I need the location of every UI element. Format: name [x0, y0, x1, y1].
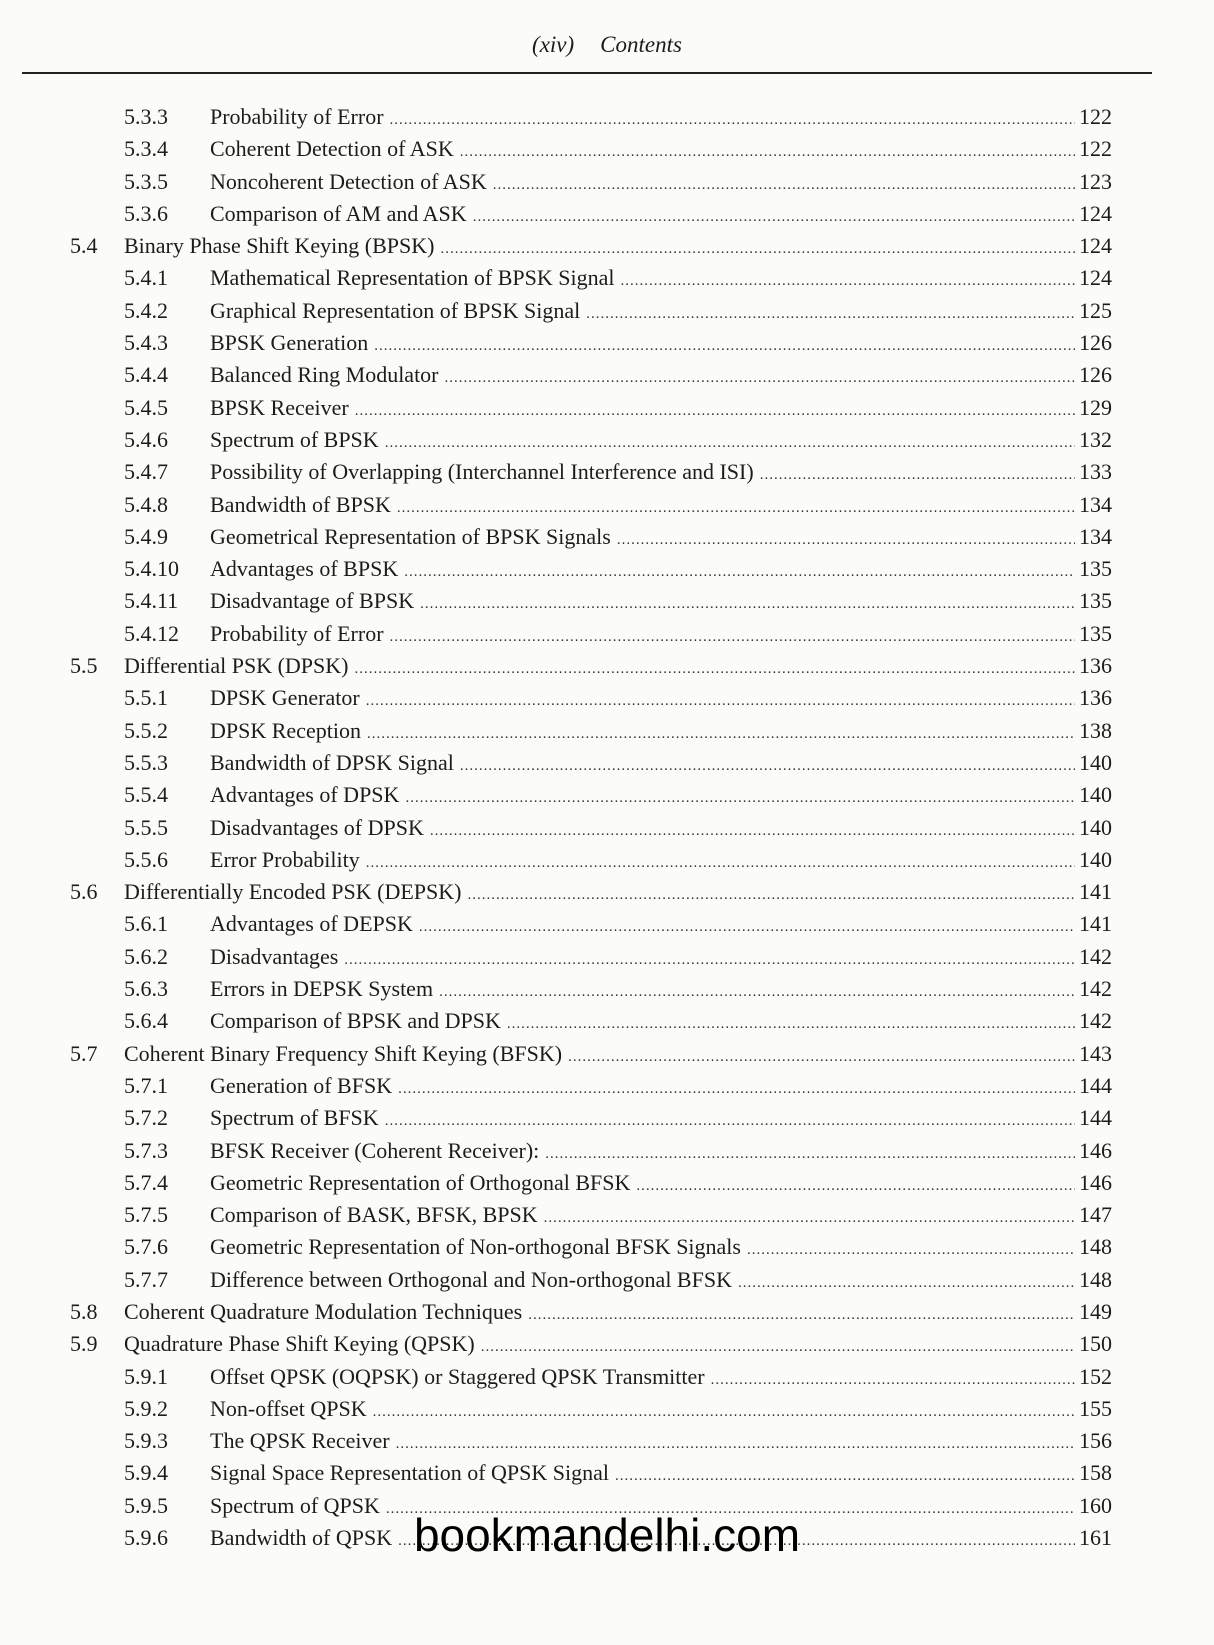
entry-line: [210, 295, 1112, 330]
entry-page-number: 158: [1079, 1460, 1112, 1486]
entry-line: [210, 812, 1112, 847]
entry-title: DPSK Generator: [210, 685, 360, 711]
entry-line: [210, 747, 1112, 782]
entry-number: 5.3.4: [124, 136, 168, 162]
entry-line: [210, 682, 1112, 717]
toc-section-entry: [0, 876, 1214, 908]
entry-number: 5.5.6: [124, 846, 168, 872]
entry-number: 5.5.5: [124, 814, 168, 840]
entry-title: Coherent Detection of ASK: [210, 136, 454, 162]
entry-page-number: 138: [1079, 717, 1112, 743]
entry-line: [210, 973, 1112, 1008]
entry-page-number: 152: [1079, 1363, 1112, 1389]
toc-section-entry: [0, 1296, 1214, 1328]
toc-subsection-entry: [0, 1167, 1214, 1199]
entry-line: [210, 585, 1112, 620]
entry-page-number: 124: [1079, 200, 1112, 226]
entry-line: [210, 1361, 1112, 1396]
entry-number: 5.3.6: [124, 200, 168, 226]
entry-page-number: 142: [1079, 976, 1112, 1002]
entry-number: 5.4.3: [124, 330, 168, 356]
entry-line: [210, 521, 1112, 556]
entry-title: Spectrum of BFSK: [210, 1105, 379, 1131]
entry-title: DPSK Reception: [210, 717, 361, 743]
dot-leader: [440, 233, 1075, 265]
toc-subsection-entry: [0, 262, 1214, 294]
toc-subsection-entry: [0, 1135, 1214, 1167]
entry-line: [210, 715, 1112, 750]
toc-subsection-entry: [0, 1361, 1214, 1393]
entry-line: [210, 1393, 1112, 1428]
entry-line: [210, 1167, 1112, 1202]
entry-title: BPSK Receiver: [210, 394, 349, 420]
entry-page-number: 136: [1079, 653, 1112, 679]
dot-leader: [760, 459, 1075, 491]
entry-number: 5.6.2: [124, 943, 168, 969]
entry-title: Comparison of BPSK and DPSK: [210, 1008, 501, 1034]
entry-line: [210, 101, 1112, 136]
dot-leader: [460, 750, 1075, 782]
entry-title: Geometric Representation of Non-orthogonal BFSK Signals: [210, 1234, 741, 1260]
entry-number: 5.5: [70, 653, 98, 679]
dot-leader: [445, 362, 1075, 394]
dot-leader: [617, 524, 1075, 556]
entry-page-number: 144: [1079, 1105, 1112, 1131]
entry-number: 5.7.3: [124, 1137, 168, 1163]
entry-title: Probability of Error: [210, 620, 384, 646]
entry-title: Possibility of Overlapping (Interchannel Interference and ISI): [210, 459, 754, 485]
entry-number: 5.5.2: [124, 717, 168, 743]
dot-leader: [367, 718, 1075, 750]
entry-number: 5.7.4: [124, 1169, 168, 1195]
entry-title: Bandwidth of DPSK Signal: [210, 749, 454, 775]
entry-number: 5.9.4: [124, 1460, 168, 1486]
toc-subsection-entry: [0, 327, 1214, 359]
entry-page-number: 146: [1079, 1169, 1112, 1195]
dot-leader: [355, 395, 1075, 427]
dot-leader: [544, 1202, 1075, 1234]
dot-leader: [404, 556, 1075, 588]
dot-leader: [621, 265, 1076, 297]
toc-subsection-entry: [0, 715, 1214, 747]
toc-subsection-entry: [0, 166, 1214, 198]
entry-line: [210, 198, 1112, 233]
entry-title: Spectrum of BPSK: [210, 426, 379, 452]
dot-leader: [419, 911, 1075, 943]
entry-title: The QPSK Receiver: [210, 1428, 390, 1454]
entry-title: Non-offset QPSK: [210, 1395, 367, 1421]
entry-number: 5.7.5: [124, 1202, 168, 1228]
toc-subsection-entry: [0, 359, 1214, 391]
entry-page-number: 136: [1079, 685, 1112, 711]
entry-number: 5.5.1: [124, 685, 168, 711]
entry-title: Mathematical Representation of BPSK Signal: [210, 265, 615, 291]
entry-line: [210, 553, 1112, 588]
entry-number: 5.4.1: [124, 265, 168, 291]
entry-number: 5.4.5: [124, 394, 168, 420]
entry-number: 5.3.5: [124, 168, 168, 194]
entry-number: 5.7.7: [124, 1266, 168, 1292]
entry-page-number: 124: [1079, 233, 1112, 259]
running-header: [0, 32, 1214, 58]
entry-number: 5.4.10: [124, 556, 179, 582]
entry-title: Bandwidth of QPSK: [210, 1525, 393, 1551]
toc-section-entry: [0, 1328, 1214, 1360]
table-of-contents: [0, 101, 1214, 1554]
dot-leader: [390, 104, 1075, 136]
dot-leader: [493, 169, 1075, 201]
entry-line: [124, 1296, 1112, 1331]
dot-leader: [354, 653, 1075, 685]
dot-leader: [396, 1428, 1075, 1460]
entry-title: Errors in DEPSK System: [210, 976, 434, 1002]
dot-leader: [636, 1170, 1075, 1202]
entry-number: 5.4.4: [124, 362, 168, 388]
dot-leader: [366, 847, 1075, 879]
entry-page-number: 125: [1079, 297, 1112, 323]
toc-subsection-entry: [0, 521, 1214, 553]
toc-subsection-entry: [0, 1231, 1214, 1263]
entry-line: [210, 941, 1112, 976]
dot-leader: [586, 298, 1075, 330]
toc-subsection-entry: [0, 812, 1214, 844]
entry-number: 5.4.6: [124, 426, 168, 452]
toc-subsection-entry: [0, 553, 1214, 585]
entry-number: 5.6.1: [124, 911, 168, 937]
entry-page-number: 140: [1079, 846, 1112, 872]
entry-line: [210, 844, 1112, 879]
toc-subsection-entry: [0, 941, 1214, 973]
entry-page-number: 140: [1079, 749, 1112, 775]
entry-title: Disadvantages of DPSK: [210, 814, 424, 840]
entry-page-number: 129: [1079, 394, 1112, 420]
dot-leader: [468, 879, 1076, 911]
dot-leader: [439, 976, 1075, 1008]
entry-number: 5.9.5: [124, 1492, 168, 1518]
entry-page-number: 147: [1079, 1202, 1112, 1228]
toc-subsection-entry: [0, 198, 1214, 230]
entry-title: Spectrum of QPSK: [210, 1492, 380, 1518]
entry-title: Error Probability: [210, 846, 360, 872]
toc-subsection-entry: [0, 844, 1214, 876]
entry-line: [124, 650, 1112, 685]
entry-line: [124, 1328, 1112, 1363]
entry-page-number: 141: [1079, 911, 1112, 937]
toc-subsection-entry: [0, 973, 1214, 1005]
entry-page-number: 146: [1079, 1137, 1112, 1163]
entry-number: 5.5.4: [124, 782, 168, 808]
entry-number: 5.6.3: [124, 976, 168, 1002]
entry-number: 5.9.1: [124, 1363, 168, 1389]
entry-line: [210, 1005, 1112, 1040]
dot-leader: [568, 1041, 1075, 1073]
entry-title: Differentially Encoded PSK (DEPSK): [124, 879, 462, 905]
dot-leader: [747, 1234, 1075, 1266]
entry-line: [210, 489, 1112, 524]
entry-title: Generation of BFSK: [210, 1072, 393, 1098]
entry-number: 5.9: [70, 1331, 98, 1357]
dot-leader: [398, 1073, 1075, 1105]
dot-leader: [460, 136, 1075, 168]
entry-title: Balanced Ring Modulator: [210, 362, 439, 388]
entry-page-number: 135: [1079, 556, 1112, 582]
entry-title: Noncoherent Detection of ASK: [210, 168, 487, 194]
toc-subsection-entry: [0, 779, 1214, 811]
entry-line: [210, 424, 1112, 459]
entry-page-number: 132: [1079, 426, 1112, 452]
entry-title: Bandwidth of BPSK: [210, 491, 391, 517]
toc-subsection-entry: [0, 1005, 1214, 1037]
dot-leader: [420, 588, 1075, 620]
entry-number: 5.8: [70, 1298, 98, 1324]
entry-page-number: 155: [1079, 1395, 1112, 1421]
entry-title: Coherent Binary Frequency Shift Keying (BFSK): [124, 1040, 563, 1066]
toc-subsection-entry: [0, 489, 1214, 521]
dot-leader: [507, 1008, 1075, 1040]
entry-number: 5.7.2: [124, 1105, 168, 1131]
entry-line: [210, 327, 1112, 362]
entry-number: 5.4.11: [124, 588, 179, 614]
entry-line: [210, 908, 1112, 943]
toc-subsection-entry: [0, 295, 1214, 327]
entry-line: [210, 1199, 1112, 1234]
entry-page-number: 161: [1079, 1525, 1112, 1551]
entry-page-number: 135: [1079, 620, 1112, 646]
entry-page-number: 140: [1079, 782, 1112, 808]
entry-title: BPSK Generation: [210, 330, 369, 356]
toc-subsection-entry: [0, 424, 1214, 456]
entry-title: Advantages of DPSK: [210, 782, 400, 808]
dot-leader: [385, 1105, 1075, 1137]
entry-page-number: 150: [1079, 1331, 1112, 1357]
toc-section-entry: [0, 230, 1214, 262]
entry-number: 5.4.8: [124, 491, 168, 517]
entry-page-number: 133: [1079, 459, 1112, 485]
entry-title: Disadvantage of BPSK: [210, 588, 415, 614]
entry-line: [210, 1135, 1112, 1170]
entry-line: [210, 618, 1112, 653]
entry-title: Comparison of AM and ASK: [210, 200, 467, 226]
toc-subsection-entry: [0, 908, 1214, 940]
entry-line: [210, 456, 1112, 491]
entry-page-number: 135: [1079, 588, 1112, 614]
dot-leader: [405, 782, 1075, 814]
entry-title: Geometric Representation of Orthogonal BFSK: [210, 1169, 631, 1195]
entry-number: 5.9.2: [124, 1395, 168, 1421]
dot-leader: [528, 1299, 1075, 1331]
entry-page-number: 143: [1079, 1040, 1112, 1066]
entry-title: Signal Space Representation of QPSK Signal: [210, 1460, 610, 1486]
entry-title: Offset QPSK (OQPSK) or Staggered QPSK Transmitter: [210, 1363, 705, 1389]
dot-leader: [473, 201, 1075, 233]
entry-page-number: 126: [1079, 362, 1112, 388]
toc-section-entry: [0, 650, 1214, 682]
entry-line: [210, 1102, 1112, 1137]
entry-title: Disadvantages: [210, 943, 339, 969]
entry-page-number: 122: [1079, 104, 1112, 129]
entry-line: [210, 392, 1112, 427]
toc-subsection-entry: [0, 682, 1214, 714]
toc-subsection-entry: [0, 1264, 1214, 1296]
entry-title: Binary Phase Shift Keying (BPSK): [124, 233, 435, 259]
dot-leader: [481, 1331, 1075, 1363]
entry-number: 5.7: [70, 1040, 98, 1066]
dot-leader: [344, 944, 1075, 976]
toc-subsection-entry: [0, 456, 1214, 488]
dot-leader: [430, 815, 1075, 847]
entry-number: 5.9.3: [124, 1428, 168, 1454]
entry-line: [124, 876, 1112, 911]
entry-line: [210, 166, 1112, 201]
entry-page-number: 144: [1079, 1072, 1112, 1098]
dot-leader: [397, 492, 1075, 524]
toc-subsection-entry: [0, 1199, 1214, 1231]
entry-number: 5.7.1: [124, 1072, 168, 1098]
entry-line: [210, 262, 1112, 297]
header-rule: [22, 72, 1152, 74]
toc-subsection-entry: [0, 1425, 1214, 1457]
entry-page-number: 156: [1079, 1428, 1112, 1454]
header-title: Contents: [600, 32, 682, 57]
entry-page-number: 140: [1079, 814, 1112, 840]
dot-leader: [373, 1396, 1075, 1428]
entry-line: [210, 359, 1112, 394]
toc-subsection-entry: [0, 1070, 1214, 1102]
entry-title: Geometrical Representation of BPSK Signals: [210, 523, 611, 549]
watermark-text: bookmandelhi.com: [413, 1509, 801, 1561]
entry-page-number: 142: [1079, 943, 1112, 969]
entry-page-number: 123: [1079, 168, 1112, 194]
entry-page-number: 122: [1079, 136, 1112, 162]
toc-subsection-entry: [0, 1102, 1214, 1134]
entry-number: 5.4.12: [124, 620, 179, 646]
toc-subsection-entry: [0, 101, 1214, 133]
entry-page-number: 134: [1079, 491, 1112, 517]
entry-number: 5.6: [70, 879, 98, 905]
entry-page-number: 141: [1079, 879, 1112, 905]
entry-line: [210, 1231, 1112, 1266]
entry-number: 5.5.3: [124, 749, 168, 775]
entry-page-number: 148: [1079, 1266, 1112, 1292]
entry-title: Graphical Representation of BPSK Signal: [210, 297, 581, 323]
entry-title: BFSK Receiver (Coherent Receiver):: [210, 1137, 540, 1163]
entry-title: Coherent Quadrature Modulation Techniques: [124, 1298, 523, 1324]
entry-page-number: 148: [1079, 1234, 1112, 1260]
entry-title: Advantages of DEPSK: [210, 911, 413, 937]
entry-line: [124, 230, 1112, 265]
entry-number: 5.9.6: [124, 1525, 168, 1551]
entry-title: Probability of Error: [210, 104, 384, 129]
entry-page-number: 142: [1079, 1008, 1112, 1034]
toc-subsection-entry: [0, 133, 1214, 165]
dot-leader: [385, 427, 1075, 459]
entry-number: 5.4.2: [124, 297, 168, 323]
entry-line: [210, 1070, 1112, 1105]
entry-line: [124, 1038, 1112, 1073]
entry-number: 5.4.9: [124, 523, 168, 549]
entry-number: 5.4.7: [124, 459, 168, 485]
entry-line: [210, 779, 1112, 814]
toc-subsection-entry: [0, 747, 1214, 779]
entry-number: 5.6.4: [124, 1008, 168, 1034]
dot-leader: [615, 1460, 1075, 1492]
toc-section-entry: [0, 1038, 1214, 1070]
page-number-label: (xiv): [532, 32, 575, 57]
dot-leader: [374, 330, 1075, 362]
entry-page-number: 134: [1079, 523, 1112, 549]
entry-title: Differential PSK (DPSK): [124, 653, 349, 679]
entry-page-number: 124: [1079, 265, 1112, 291]
entry-title: Advantages of BPSK: [210, 556, 399, 582]
toc-subsection-entry: [0, 1393, 1214, 1425]
entry-number: 5.4: [70, 233, 98, 259]
entry-number: 5.7.6: [124, 1234, 168, 1260]
entry-line: [210, 1425, 1112, 1460]
entry-title: Comparison of BASK, BFSK, BPSK: [210, 1202, 538, 1228]
entry-page-number: 160: [1079, 1492, 1112, 1518]
dot-leader: [545, 1138, 1075, 1170]
entry-number: 5.3.3: [124, 104, 168, 129]
toc-subsection-entry: [0, 585, 1214, 617]
entry-line: [210, 1457, 1112, 1492]
entry-page-number: 126: [1079, 330, 1112, 356]
dot-leader: [738, 1267, 1075, 1299]
entry-page-number: 149: [1079, 1298, 1112, 1324]
entry-title: Quadrature Phase Shift Keying (QPSK): [124, 1331, 475, 1357]
toc-subsection-entry: [0, 392, 1214, 424]
entry-line: [210, 133, 1112, 168]
dot-leader: [711, 1364, 1075, 1396]
dot-leader: [390, 621, 1075, 653]
entry-title: Difference between Orthogonal and Non-orthogonal BFSK: [210, 1266, 732, 1292]
toc-subsection-entry: [0, 1457, 1214, 1489]
entry-line: [210, 1264, 1112, 1299]
toc-subsection-entry: [0, 618, 1214, 650]
dot-leader: [366, 685, 1075, 717]
